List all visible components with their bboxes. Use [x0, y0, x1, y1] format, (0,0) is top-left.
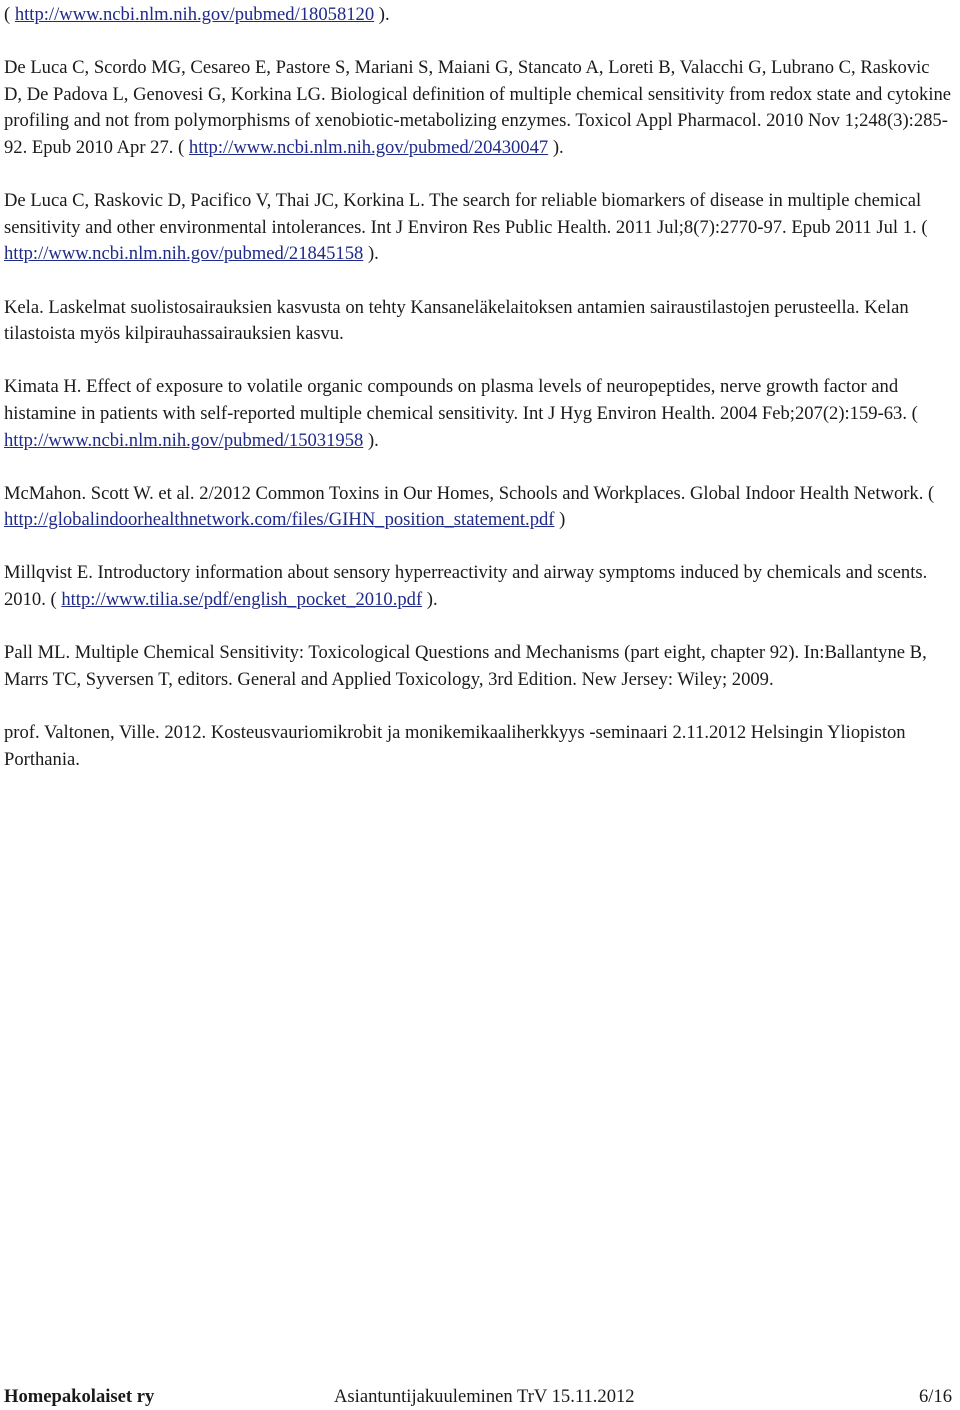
pubmed-link[interactable]: http://www.ncbi.nlm.nih.gov/pubmed/20430047	[188, 136, 549, 158]
reference-item	[4, 481, 952, 534]
reference-item	[4, 374, 952, 454]
footer-event: Asiantuntijakuuleminen TrV 15.11.2012	[334, 1386, 635, 1407]
reference-text: prof. Valtonen, Ville. 2012. Kosteusvauriomikrobit ja monikemikaaliherkkyys -seminaari 2.11.2012 Helsingin Yliopiston Porthania.	[4, 722, 906, 770]
reference-item	[4, 295, 952, 348]
pubmed-link[interactable]: http://www.ncbi.nlm.nih.gov/pubmed/15031958	[4, 429, 364, 451]
reference-text: Kimata H. Effect of exposure to volatile organic compounds on plasma levels of neuropeptides, nerve growth factor and histamine in patients with self-reported multiple chemical sensitivity. Int J Hyg Environ Health. 2004 Feb;207(2):159-63. (	[4, 376, 918, 424]
reference-text: Kela. Laskelmat suolistosairauksien kasvusta on tehty Kansaneläkelaitoksen antamien sairaustilastojen perusteella. Kelan tilastoista myös kilpirauhassairauksien kasvu.	[4, 296, 909, 345]
footer-page-number: 6/16	[918, 1386, 952, 1407]
gihn-statement-link[interactable]: http://globalindoorhealthnetwork.com/files/GIHN_position_statement.pdf	[4, 509, 555, 531]
reference-list	[4, 2, 952, 800]
reference-item	[4, 640, 952, 693]
reference-item	[4, 2, 952, 29]
reference-item	[4, 55, 952, 161]
reference-text-end: ).	[422, 589, 438, 611]
pubmed-link[interactable]: http://www.ncbi.nlm.nih.gov/pubmed/21845158	[4, 243, 364, 265]
reference-text: Pall ML. Multiple Chemical Sensitivity: Toxicological Questions and Mechanisms (part eight, chapter 92). In:Ballantyne B, Marrs TC, Syversen T, editors. General and Applied Toxicology, 3rd Edition. New Jersey: Wiley; 2009.	[4, 642, 927, 690]
reference-text: De Luca C, Scordo MG, Cesareo E, Pastore S, Mariani S, Maiani G, Stancato A, Loreti B, Valacchi G, Lubrano C, Raskovic D, De Padova L, Genovesi G, Korkina LG. Biological definition of multiple chemical sensitivity from redox state and cytokine profiling and not from polymorphisms of xenobiotic-metabolizing enzymes. Toxicol Appl Pharmacol. 2010 Nov 1;248(3):285-92. Epub 2010 Apr 27. (	[4, 57, 952, 158]
reference-item	[4, 188, 952, 268]
reference-text-end: ).	[363, 429, 379, 451]
reference-item	[4, 720, 952, 773]
reference-text-end: )	[554, 509, 566, 531]
reference-text: (	[4, 4, 15, 25]
reference-text-end: ).	[363, 243, 379, 265]
page-footer	[4, 1384, 952, 1410]
reference-text: De Luca C, Raskovic D, Pacifico V, Thai JC, Korkina L. The search for reliable biomarkers of disease in multiple chemical sensitivity and other environmental intolerances. Int J Environ Res Public Health. 2011 Jul;8(7):2770-97. Epub 2011 Jul 1. (	[4, 190, 928, 238]
tilia-pdf-link[interactable]: http://www.tilia.se/pdf/english_pocket_2010.pdf	[61, 589, 423, 611]
reference-item	[4, 560, 952, 613]
reference-text-end: ).	[374, 4, 390, 25]
pubmed-link[interactable]: http://www.ncbi.nlm.nih.gov/pubmed/18058120	[14, 4, 375, 25]
reference-text: McMahon. Scott W. et al. 2/2012 Common Toxins in Our Homes, Schools and Workplaces. Global Indoor Health Network. (	[4, 482, 935, 504]
reference-text: Millqvist E. Introductory information about sensory hyperreactivity and airway symptoms induced by chemicals and scents. 2010. (	[4, 562, 928, 611]
footer-organization: Homepakolaiset ry	[4, 1386, 155, 1407]
reference-text-end: ).	[548, 136, 564, 158]
